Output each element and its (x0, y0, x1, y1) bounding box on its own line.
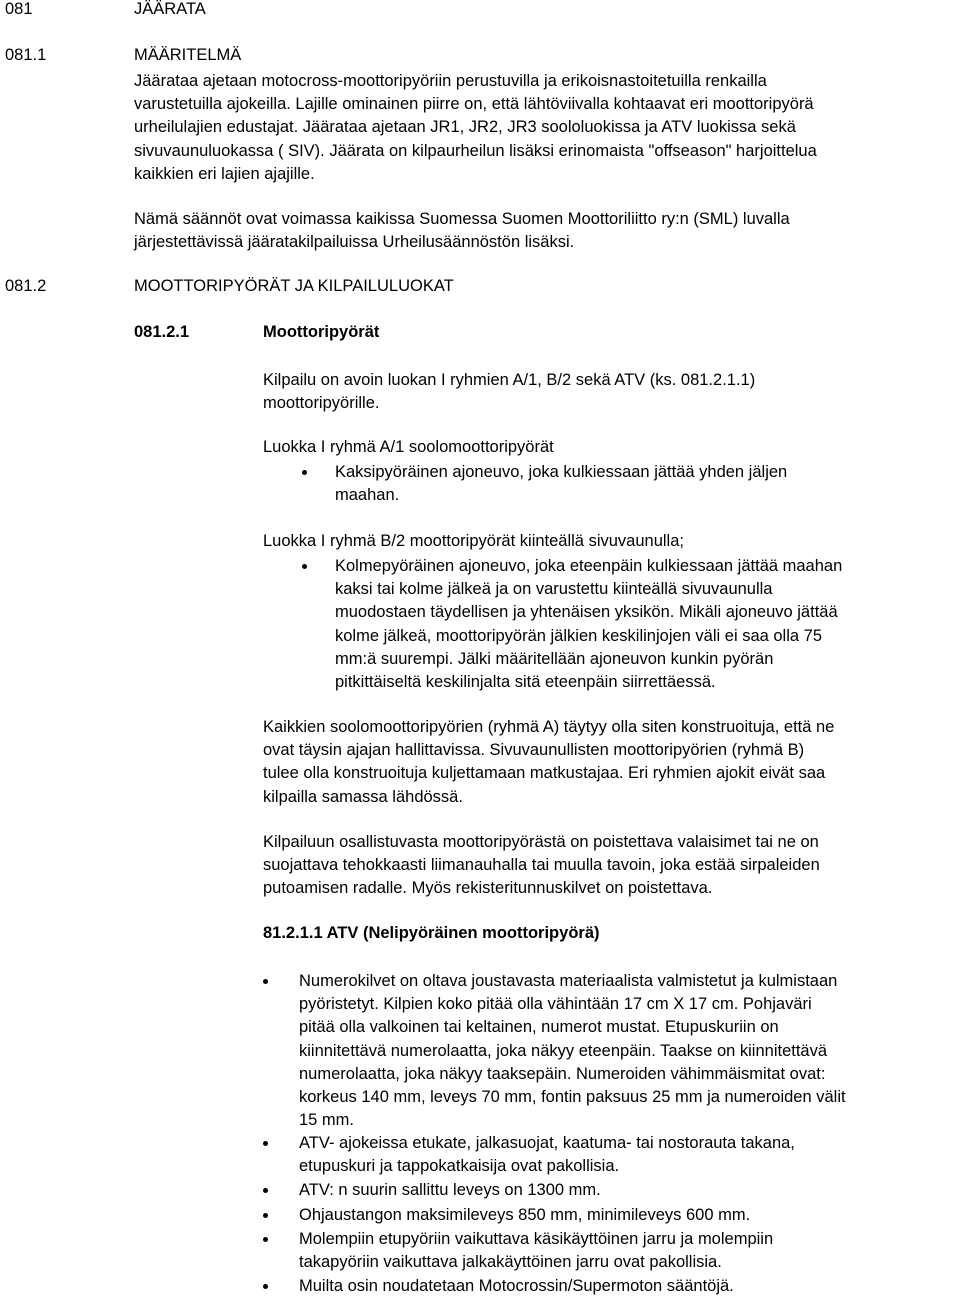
class-b-bullet (335, 555, 842, 694)
text-line: Kolmepyöräinen ajoneuvo, joka eteenpäin kulkiessaan jättää maahan (335, 557, 843, 575)
atv-bullet (299, 1275, 734, 1298)
text-line: kilpailla samassa lähdössä. (263, 787, 463, 806)
text-line: kaikkien eri lajien ajajille. (134, 164, 315, 183)
bullet-icon (302, 564, 307, 569)
subsection-number: 081.2.1 (134, 323, 190, 341)
bullet-icon (263, 1237, 268, 1242)
bullet-icon (263, 1284, 268, 1289)
text-line: kiinnitettävä numerolaatta, joka näkyy eteenpäin. Taakse on kiinnitettävä (299, 1041, 828, 1060)
text-line: Jäärataa ajetaan motocross-moottoripyöriin perustuvilla ja erikoisnastoitetuilla renkailla (134, 72, 767, 90)
text-line: Kaksipyöräinen ajoneuvo, joka kulkiessaan jättää yhden jäljen (335, 463, 788, 481)
text-line: Kilpailuun osallistuvasta moottoripyörästä on poistettava valaisimet tai ne on (263, 833, 819, 851)
lights-paragraph (263, 831, 820, 901)
section-number: 081 (5, 0, 33, 18)
atv-bullet (299, 1132, 795, 1178)
text-line: pitkittäiseltä keskilinjalta sitä eteenpäin siirrettäessä. (335, 673, 716, 692)
text-line: pitää olla valkoinen tai keltainen, numerot mustat. Etupuskuriin on (299, 1018, 779, 1037)
section-title: MOOTTORIPYÖRÄT JA KILPAILULUOKAT (134, 277, 454, 295)
text-line: korkeus 140 mm, leveys 70 mm, fontin paksuus 25 mm ja numeroiden välit (299, 1088, 846, 1107)
text-line: etupuskuri ja tappokatkaisija ovat pakollisia. (299, 1157, 620, 1176)
text-line: tulee olla konstruoituja kuljettamaan matkustajaa. Eri ryhmien ajokit eivät saa (263, 764, 826, 783)
text-line: Molempiin etupyöriin vaikuttava käsikäyttöinen jarru ja molempiin (299, 1230, 774, 1248)
text-line: urheilulajien edustajat. Jäärataa ajetaan JR1, JR2, JR3 soololuokissa ja ATV luokissa sekä (134, 118, 796, 137)
bullet-icon (263, 979, 268, 984)
atv-bullet (299, 1179, 601, 1202)
intro-paragraph (263, 369, 755, 415)
text-line: kaksi tai kolme jälkeä ja on varustettu kiinteällä sivuvaunulla (335, 580, 773, 599)
bullet-icon (302, 470, 307, 475)
text-line: Kaikkien soolomoottoripyörien (ryhmä A) täytyy olla siten konstruoituja, että ne (263, 718, 835, 736)
bullet-icon (263, 1213, 268, 1218)
text-line: suojattava tehokkaasti liimanauhalla tai muulla tavoin, joka estää sirpaleiden (263, 856, 820, 875)
text-line: ATV- ajokeissa etukate, jalkasuojat, kaatuma- tai nostorauta takana, (299, 1134, 795, 1152)
text-line: putoamisen radalle. Myös rekisteritunnuskilvet on poistettava. (263, 879, 713, 898)
text-line: Ohjaustangon maksimileveys 850 mm, minimileveys 600 mm. (299, 1206, 751, 1224)
text-line: ovat täysin ajajan hallittavissa. Sivuvaunullisten moottoripyörien (ryhmä B) (263, 741, 805, 760)
text-line: numerolaatta, joka näkyy taaksepäin. Numeroiden vähimmäismitat ovat: (299, 1064, 826, 1083)
class-a-heading: Luokka I ryhmä A/1 soolomoottoripyörät (263, 438, 554, 456)
text-line: ATV: n suurin sallittu leveys on 1300 mm. (299, 1181, 601, 1199)
section-title: MÄÄRITELMÄ (134, 46, 242, 64)
section-number: 081.2 (5, 277, 47, 295)
subsection-title: Moottoripyörät (263, 323, 380, 341)
text-line: takapyöriin vaikuttava jalkakäyttöinen jarru ovat pakollisia. (299, 1253, 722, 1272)
text-line: maahan. (335, 486, 400, 505)
bullet-icon (263, 1141, 268, 1146)
section-number: 081.1 (5, 46, 47, 64)
text-line: varustetuilla ajokeilla. Lajille ominainen piirre on, että lähtöviivalla kohtaavat eri moottoripyörä (134, 95, 814, 114)
text-line: Numerokilvet on oltava joustavasta materiaalista valmistetut ja kulmistaan (299, 972, 838, 990)
atv-bullet (299, 1228, 773, 1274)
scope-paragraph (134, 208, 790, 254)
text-line: Nämä säännöt ovat voimassa kaikissa Suomessa Suomen Moottoriliitto ry:n (SML) luvalla (134, 210, 790, 228)
text-line: kolme jälkeä, moottoripyörän jälkien keskilinjojen väli ei saa olla 75 (335, 626, 822, 645)
definition-paragraph (134, 70, 817, 186)
text-line: Kilpailu on avoin luokan I ryhmien A/1, B/2 sekä ATV (ks. 081.2.1.1) (263, 371, 756, 389)
text-line: 15 mm. (299, 1111, 355, 1130)
text-line: sivuvaunuluokassa ( SIV). Jäärata on kilpaurheilun lisäksi erinomaista "offseason" harjoittelua (134, 141, 817, 160)
section-title: JÄÄRATA (134, 0, 206, 18)
text-line: järjestettävissä jääratakilpailuissa Urheilusäännöstön lisäksi. (134, 233, 575, 252)
text-line: pyöristetyt. Kilpien koko pitää olla vähintään 17 cm X 17 cm. Pohjaväri (299, 995, 812, 1014)
class-b-heading: Luokka I ryhmä B/2 moottoripyörät kiinteällä sivuvaunulla; (263, 532, 684, 550)
class-a-bullet (335, 461, 787, 507)
text-line: mm:ä suurempi. Jälki määritellään ajoneuvon kunkin pyörän (335, 649, 774, 668)
atv-heading: 81.2.1.1 ATV (Nelipyöräinen moottoripyörä) (263, 924, 600, 942)
construction-paragraph (263, 716, 834, 809)
text-line: muodostaen täydellisen ja yhtenäisen yksikön. Mikäli ajoneuvo jättää (335, 603, 838, 622)
bullet-icon (263, 1188, 268, 1193)
text-line: moottoripyörille. (263, 394, 380, 413)
atv-bullet (299, 970, 846, 1132)
atv-bullet (299, 1204, 750, 1227)
text-line: Muilta osin noudatetaan Motocrossin/Supermoton sääntöjä. (299, 1277, 734, 1295)
